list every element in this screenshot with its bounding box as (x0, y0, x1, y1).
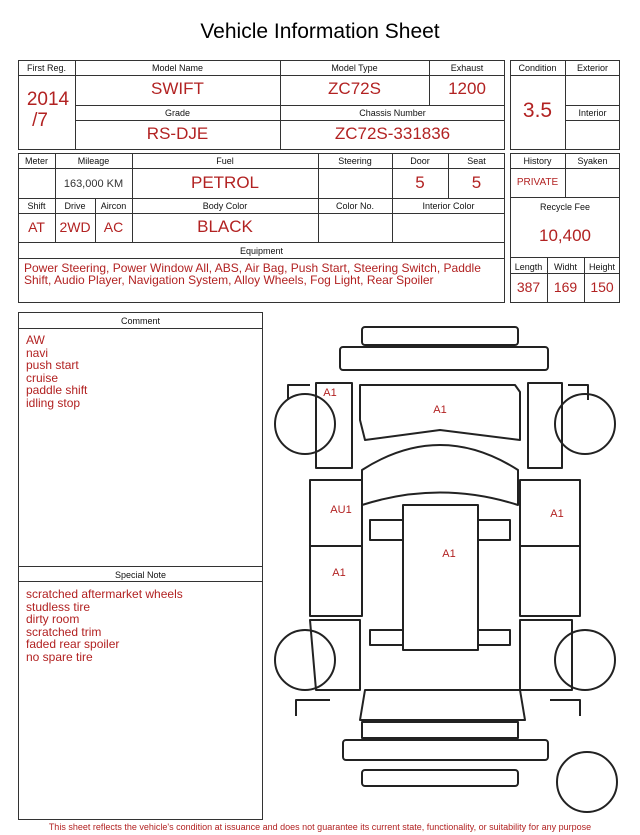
damage-mark-hood: A1 (433, 404, 447, 416)
grade-label: Grade (164, 108, 190, 118)
exhaust-label: Exhaust (450, 63, 484, 73)
damage-mark-left-front-door: AU1 (330, 504, 352, 516)
right-rear-door (520, 546, 580, 616)
door-label: Door (410, 156, 430, 166)
list-item: faded rear spoiler (26, 637, 120, 652)
comment-list (26, 334, 87, 410)
list-item: AW (26, 333, 45, 347)
right-front-fender (528, 383, 562, 468)
seat-label: Seat (467, 156, 486, 166)
model-type-value: ZC72S (328, 79, 381, 98)
meter-label: Meter (24, 156, 48, 166)
height-value: 150 (590, 279, 614, 295)
list-item: scratched aftermarket wheels (26, 587, 183, 601)
car-damage-diagram (268, 318, 634, 820)
drive-label: Drive (64, 201, 86, 211)
damage-mark-left-rear-door: A1 (332, 567, 346, 579)
first-reg-year: 2014 (26, 89, 70, 110)
list-item: idling stop (26, 395, 81, 410)
model-name-value: SWIFT (151, 79, 204, 98)
condition-grade: 3.5 (522, 99, 553, 122)
chassis-number-label: Chassis Number (359, 108, 426, 118)
steering-label: Steering (338, 156, 372, 166)
comment-label: Comment (120, 316, 160, 326)
tire-front-left (275, 394, 335, 454)
rear-bumper (343, 740, 548, 760)
list-item: navi (26, 345, 49, 360)
aircon-value: AC (103, 219, 124, 235)
history-value: PRIVATE (516, 177, 559, 188)
model-type-label: Model Type (331, 63, 378, 73)
trunk (362, 722, 518, 738)
first-reg-month: /7 (32, 110, 48, 131)
damage-mark-right-front-door: A1 (550, 508, 564, 520)
spare-tire (557, 752, 617, 812)
interior-color-label: Interior Color (422, 201, 475, 211)
mileage-label: Mileage (77, 156, 110, 166)
list-item: scratched trim (26, 624, 102, 639)
condition-label: Condition (518, 63, 557, 73)
page-title: Vehicle Information Sheet (200, 20, 440, 43)
chassis-number-value: ZC72S-331836 (334, 124, 451, 143)
body-color-label: Body Color (202, 201, 248, 211)
damage-mark-roof: A1 (442, 548, 456, 560)
syaken-label: Syaken (577, 156, 608, 166)
length-value: 387 (516, 279, 541, 295)
history-label: History (523, 156, 552, 166)
rear-window (360, 690, 525, 720)
seat-value: 5 (471, 173, 482, 192)
roof-panel (403, 505, 478, 650)
height-label: Height (588, 262, 615, 272)
disclaimer-footer: This sheet reflects the vehicle's condition at issuance and does not guarantee its current state, functionality, or suitability for any purpose (48, 822, 592, 832)
list-item: cruise (26, 370, 59, 385)
model-name-label: Model Name (151, 63, 204, 73)
shift-label: Shift (27, 201, 46, 211)
right-rear-quarter (520, 620, 572, 690)
shift-value: AT (28, 219, 45, 235)
recycle-fee-value: 10,400 (539, 226, 591, 245)
rear-panel (362, 770, 518, 786)
special-note-list (26, 588, 183, 664)
exterior-label: Exterior (576, 63, 608, 73)
damage-mark-left-front-fender: A1 (323, 387, 337, 399)
aircon-label: Aircon (100, 201, 127, 211)
interior-label: Interior (578, 108, 607, 118)
door-value: 5 (415, 173, 425, 192)
front-grille (340, 347, 548, 370)
drive-value: 2WD (59, 219, 91, 235)
body-color-value: BLACK (197, 217, 253, 236)
list-item: no spare tire (26, 649, 93, 664)
exhaust-value: 1200 (448, 79, 486, 98)
list-item: studless tire (26, 599, 91, 614)
width-label: Widht (553, 262, 577, 272)
windshield (362, 445, 518, 505)
first-reg-label: First Reg. (26, 63, 66, 73)
list-item: dirty room (26, 612, 80, 627)
front-bumper (362, 327, 518, 345)
tire-rear-left (275, 630, 335, 690)
width-value: 169 (553, 279, 578, 295)
mileage-value: 163,000 KM (63, 178, 124, 190)
recycle-fee-label: Recycle Fee (539, 202, 591, 212)
equipment-list: Power Steering, Power Window All, ABS, Air Bag, Push Start, Steering Switch, Paddle Shift, Audio Player, Navigation System, Alloy Wheels, Fog Light, Rear Spoiler (24, 261, 481, 287)
length-label: Length (514, 262, 543, 272)
fuel-value: PETROL (190, 173, 260, 192)
list-item: push start (26, 358, 79, 373)
tire-rear-right (555, 630, 615, 690)
special-note-label: Special Note (114, 570, 167, 580)
tire-front-right (555, 394, 615, 454)
fuel-label: Fuel (216, 156, 234, 166)
color-no-label: Color No. (335, 201, 374, 211)
list-item: paddle shift (26, 383, 88, 398)
left-rear-door (310, 546, 362, 616)
grade-value: RS-DJE (146, 124, 209, 143)
equipment-label: Equipment (239, 246, 284, 256)
